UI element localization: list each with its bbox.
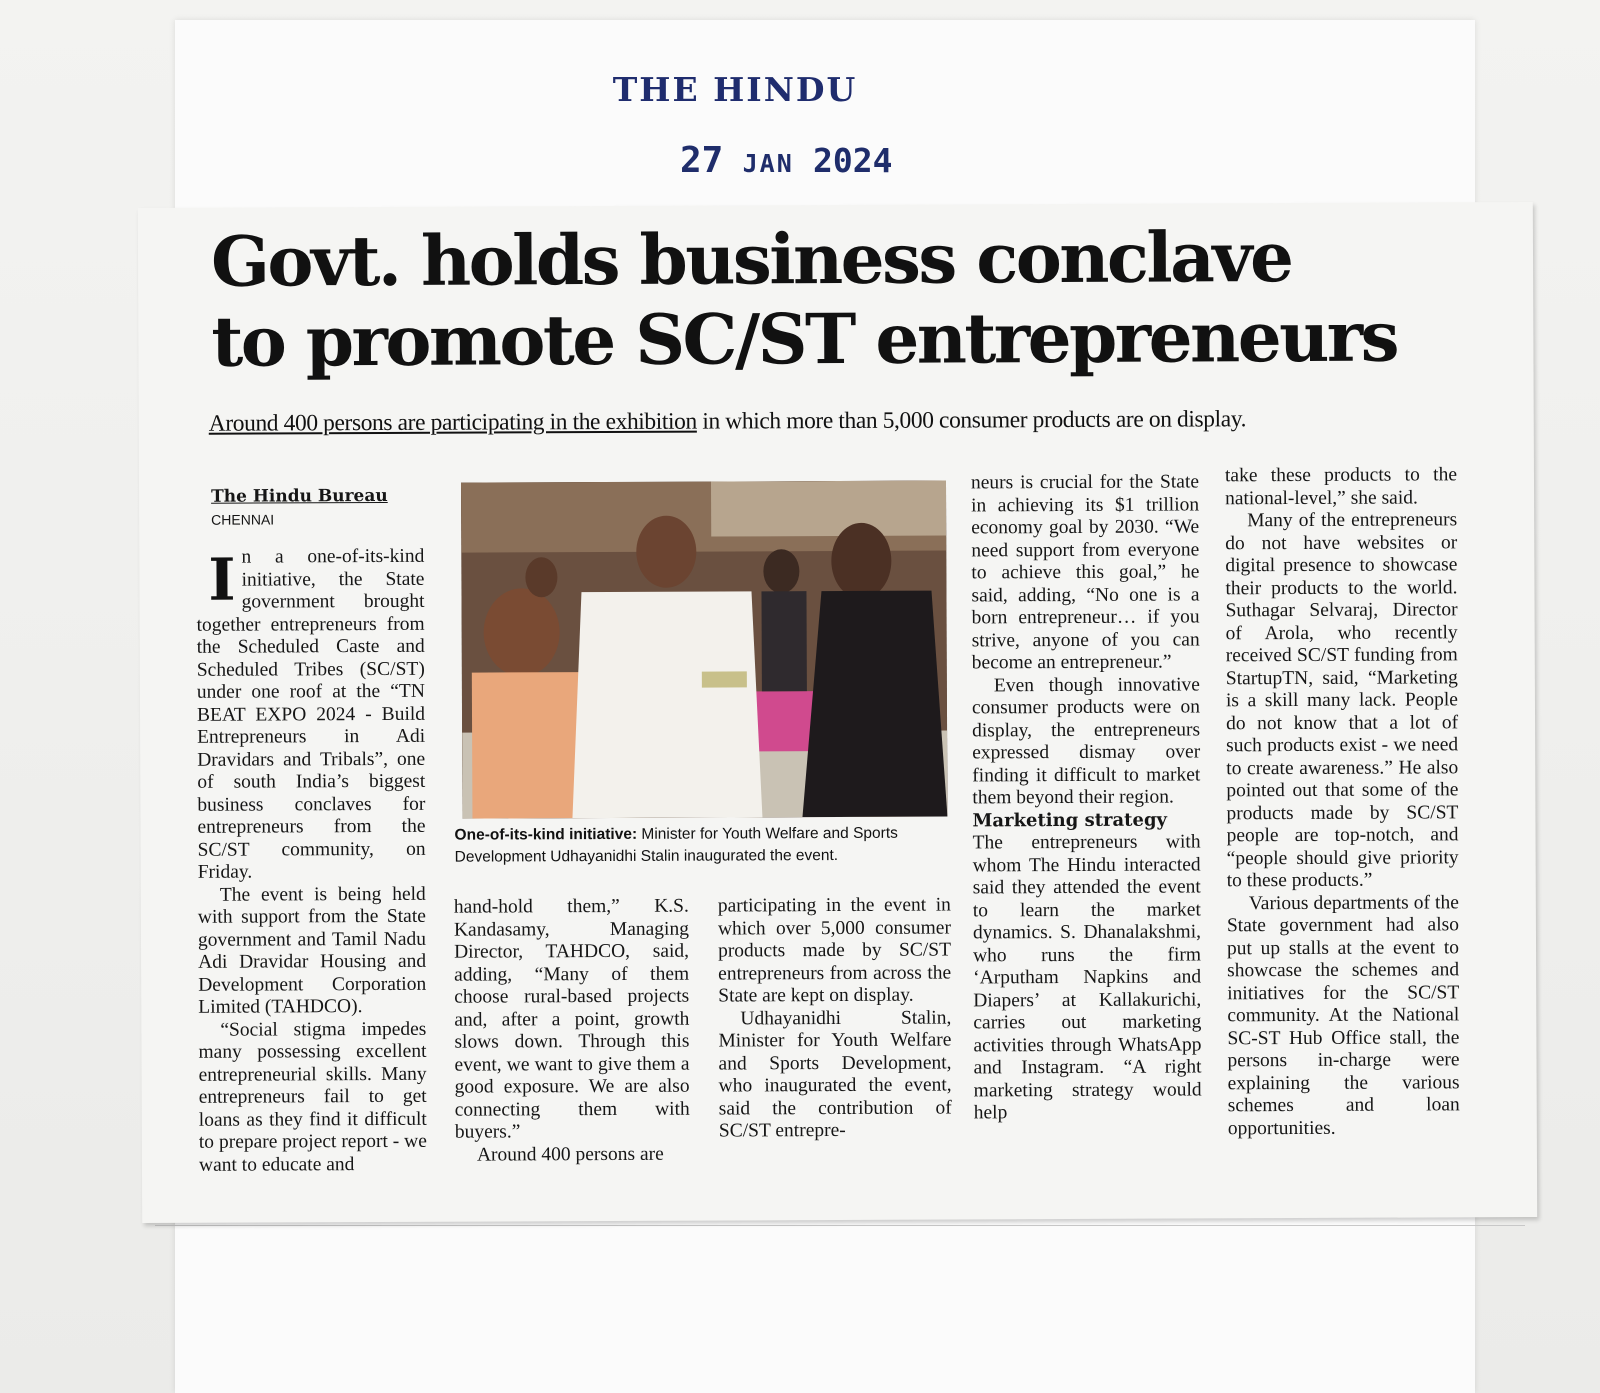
date-stamp bbox=[680, 140, 920, 181]
masthead: THE HINDU bbox=[612, 70, 858, 109]
standfirst-rest: in which more than 5,000 consumer products are on display. bbox=[696, 406, 1247, 435]
article-column-1 bbox=[196, 485, 427, 1177]
standfirst bbox=[209, 405, 1459, 437]
article-column-3 bbox=[718, 895, 952, 1144]
paragraph: hand-hold them,” K.S. Kandasamy, Managing Director, TAHDCO, said, adding, “Many of them choose rural-based projects and, after a point, growth slows down. Through this event, we want to give them a good exposure. We are also connecting them with buyers.” bbox=[453, 895, 690, 1143]
news-photo bbox=[461, 481, 947, 819]
byline: The Hindu Bureau bbox=[211, 485, 388, 507]
article-column-5 bbox=[1225, 464, 1460, 1140]
paragraph: Udhayanidhi Stalin, Minister for Youth Welfare and Sports Development, who inaugurated the event, said the contribution of SC/ST entrepre- bbox=[718, 1007, 952, 1142]
paragraph: participating in the event in which over 5,000 consumer products made by SC/ST entrepreneurs from across the State are kept on display. bbox=[717, 894, 952, 1007]
paragraph: Various departments of the State government had also put up stalls at the event to showcase the schemes and initiatives for the SC/ST community. At the National SC-ST Hub Office stall, the persons in-charge were explaining the various schemes and loan opportunities. bbox=[1226, 891, 1460, 1139]
paragraph: “Social stigma impedes many possessing excellent entrepreneurial skills. Many entrepreneurs fail to get loans as they find it difficult to prepare project report - we want to educate and bbox=[198, 1018, 427, 1176]
headline-line-2: to promote SC/ST entrepreneurs bbox=[211, 296, 1398, 383]
dateline: CHENNAI bbox=[211, 510, 275, 528]
photo-caption bbox=[454, 822, 954, 868]
headline bbox=[211, 217, 1492, 383]
caption-text: Minister for Youth Welfare and Sports Development Udhayanidhi Stalin inaugurated the event. bbox=[454, 824, 898, 866]
standfirst-underlined: Around 400 persons are participating in the exhibition bbox=[208, 408, 697, 437]
paragraph: Even though innovative consumer products were on display, the entrepreneurs expressed dismay over finding it difficult to market them beyond their region. bbox=[971, 673, 1201, 809]
date-stamp-month: JAN bbox=[742, 149, 794, 178]
headline-line-1: Govt. holds business conclave bbox=[210, 217, 1292, 303]
paragraph: The event is being held with support from the State government and Tamil Nadu Adi Dravidar Housing and Development Corporation Limited (TAHDCO). bbox=[197, 883, 427, 1018]
paper-edge-line bbox=[155, 1225, 1525, 1226]
drop-cap: I bbox=[208, 545, 236, 614]
paragraph: Many of the entrepreneurs do not have websites or digital presence to showcase their products to the world. Suthagar Selvaraj, Director of Arola, who recently received SC/ST funding from StartupTN, said, “Marketing is a skill many lack. People do not know that a lot of such products exist - we need to create awareness.” He also pointed out that some of the products made by SC/ST people are top-notch, and “people should give priority to these products.” bbox=[1225, 509, 1459, 892]
paragraph: take these products to the national-level,” she said. bbox=[1224, 464, 1458, 509]
date-stamp-day: 27 bbox=[680, 140, 724, 181]
article-column-4 bbox=[971, 471, 1202, 1124]
paragraph: n a one-of-its-kind initiative, the State government brought together entrepreneurs from the Scheduled Caste and Scheduled Tribes (SC/ST) under one roof at the “TN BEAT EXPO 2024 - Build Entrepreneurs in Adi Dravidars and Tribals”, one of south India’s biggest business conclaves for entrepreneurs from the SC/ST community, on Friday. bbox=[196, 545, 426, 883]
subheading: Marketing strategy bbox=[972, 809, 1168, 831]
paragraph: Around 400 persons are bbox=[476, 1143, 664, 1166]
article-column-2 bbox=[454, 896, 690, 1167]
news-clipping bbox=[138, 202, 1537, 1223]
paragraph: The entrepreneurs with whom The Hindu interacted said they attended the event to learn the market dynamics. S. Dhanalakshmi, who runs the firm ‘Arputham Napkins and Diapers’ at Kallakurichi, carries out marketing activities through WhatsApp and Instagram. “A right marketing strategy would help bbox=[972, 831, 1202, 1124]
date-stamp-year: 2024 bbox=[813, 141, 893, 180]
paragraph: neurs is crucial for the State in achieving its $1 trillion economy goal by 2030. “We need support from everyone to achieve this goal,” he said, adding, “No one is a born entrepreneur… if you strive, anyone of you can become an entrepreneur.” bbox=[970, 471, 1200, 674]
caption-lead: One-of-its-kind initiative: bbox=[454, 825, 638, 844]
